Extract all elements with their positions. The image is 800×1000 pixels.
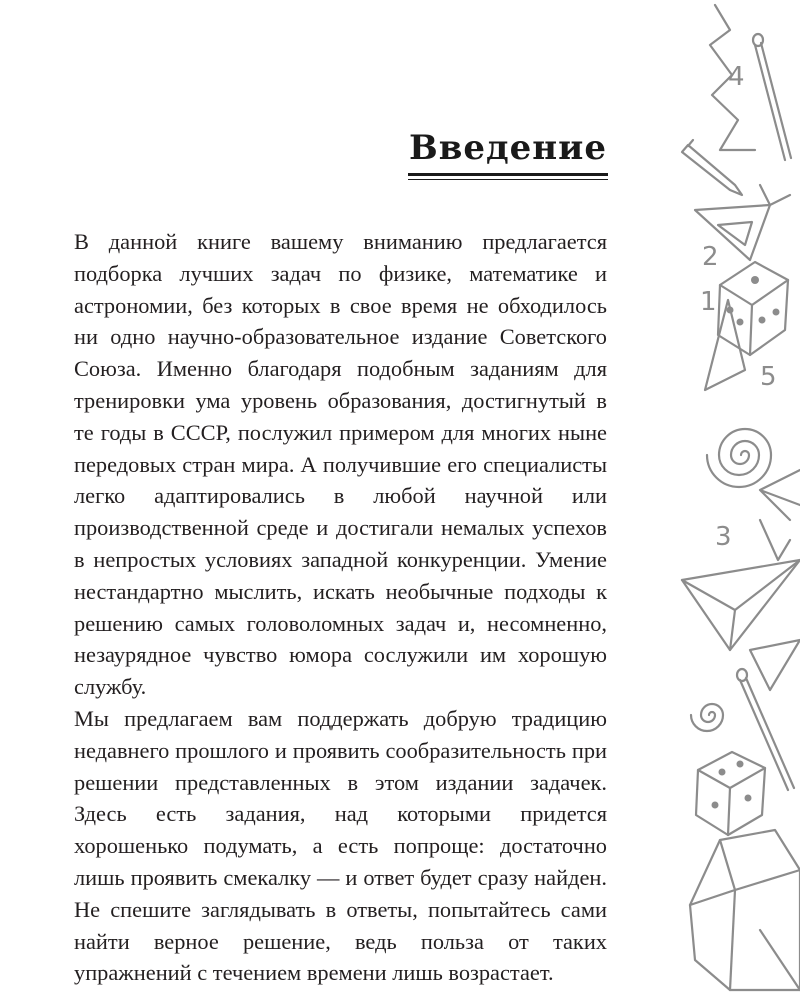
math-doodles-border bbox=[660, 0, 800, 1000]
title-underline-thick bbox=[408, 173, 608, 176]
polyhedron-icon bbox=[690, 830, 800, 990]
digit-4: 4 bbox=[728, 62, 745, 92]
heading-block bbox=[408, 128, 608, 180]
digit-5: 5 bbox=[760, 362, 777, 392]
small-spiral-doodle bbox=[691, 704, 723, 731]
title-underline-thin bbox=[408, 179, 608, 180]
paragraph-1: В данной книге вашему вниманию предлагается подборка лучших задач по физике, математике и астрономии, без которых в свое время не обходилось ни одно научно-образовательное издание Советского Союза. Именно благодаря подобным заданиям для тренировки ума уровень образования, достигнутый в те годы в СССР, послужил примером для многих ныне передовых стран мира. А получившие его специалисты легко адаптировались в любой научной или производственной среде и достигали немалых успехов в непростых условиях западной конкуренции. Умение нестандартно мыслить, искать необычные подходы к решению самых головоломных задач и, несомненно, незаурядное чувство юмора сослужили им хорошую службу. bbox=[74, 229, 607, 700]
pyramid-icon bbox=[682, 560, 800, 650]
dice-icon-2 bbox=[696, 752, 765, 835]
digit-1: 1 bbox=[700, 287, 717, 317]
paragraph-2: Мы предлагаем вам поддержать добрую традицию недавнего прошлого и проявить сообразительность при решении представленных в этом издании задачек. Здесь есть задания, над которыми придется хорошенько подумать, а есть попроще: достаточно лишь проявить смекалку — и ответ будет сразу найден. Не спешите заглядывать в ответы, попытайтесь сами найти верное решение, ведь польза от таких упражнений с течением времени лишь возрастает. bbox=[74, 705, 607, 986]
digit-3: 3 bbox=[715, 522, 732, 552]
pencil-icon bbox=[682, 140, 742, 195]
dice-icon bbox=[718, 262, 788, 355]
digit-2: 2 bbox=[702, 242, 719, 272]
body-text bbox=[74, 226, 607, 989]
spiral-doodle bbox=[707, 429, 771, 487]
matchstick-icon bbox=[753, 34, 791, 160]
page-title: Введение bbox=[408, 128, 608, 168]
cube-doodle bbox=[760, 470, 800, 520]
